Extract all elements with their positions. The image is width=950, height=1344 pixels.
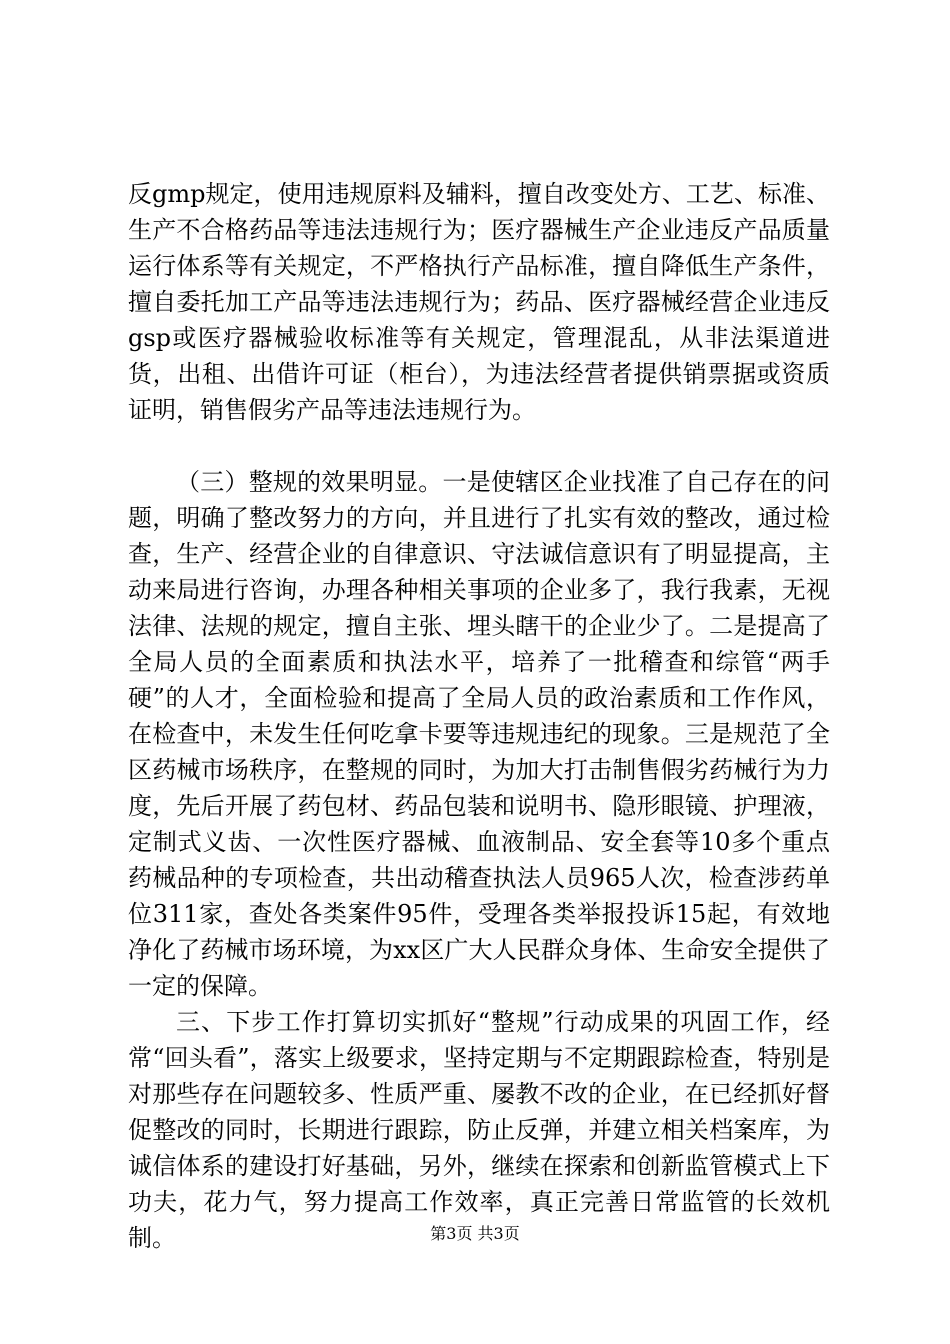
paragraph-next-steps: 三、下步工作打算切实抓好“整规”行动成果的巩固工作，经常“回头看”，落实上级要求，坚持定期与不定期跟踪检查，特别是对那些存在问题较多、性质严重、屡教不改的企业，在已经抓好督促整改的同时，长期进行跟踪，防止反弹，并建立相关档案库，为诚信体系的建设打好基础，另外，继续在探索和创新监管模式上下功夫，花力气，努力提高工作效率，真正完善日常监管的长效机制。: [128, 1008, 830, 1252]
paragraph-section-three-effects: （三）整规的效果明显。一是使辖区企业找准了自己存在的问题，明确了整改努力的方向，并且进行了扎实有效的整改，通过检查，生产、经营企业的自律意识、守法诚信意识有了明显提高，主动来局进行咨询，办理各种相关事项的企业多了，我行我素，无视法律、法规的规定，擅自主张、埋头瞎干的企业少了。二是提高了全局人员的全面素质和执法水平，培养了一批稽查和综管“两手硬”的人才，全面检验和提高了全局人员的政治素质和工作作风，在检查中，未发生任何吃拿卡要等违规违纪的现象。三是规范了全区药械市场秩序，在整规的同时，为加大打击制售假劣药械行为力度，先后开展了药包材、药品包装和说明书、隐形眼镜、护理液，定制式义齿、一次性医疗器械、血液制品、安全套等10多个重点药械品种的专项检查，共出动稽查执法人员965人次，检查涉药单位311家，查处各类案件95件，受理各类举报投诉15起，有效地净化了药械市场环境，为xx区广大人民群众身体、生命安全提供了一定的保障。: [128, 468, 830, 1000]
paragraph-continuation: 反gmp规定，使用违规原料及辅料，擅自改变处方、工艺、标准、生产不合格药品等违法违规行为；医疗器械生产企业违反产品质量运行体系等有关规定，不严格执行产品标准，擅自降低生产条件，擅自委托加工产品等违法违规行为；药品、医疗器械经营企业违反gsp或医疗器械验收标准等有关规定，管理混乱，从非法渠道进货，出租、出借许可证（柜台），为违法经营者提供销票据或资质证明，销售假劣产品等违法违规行为。: [128, 180, 830, 424]
document-body: [128, 176, 830, 1256]
page-footer: 第3页 共3页: [430, 1224, 520, 1243]
